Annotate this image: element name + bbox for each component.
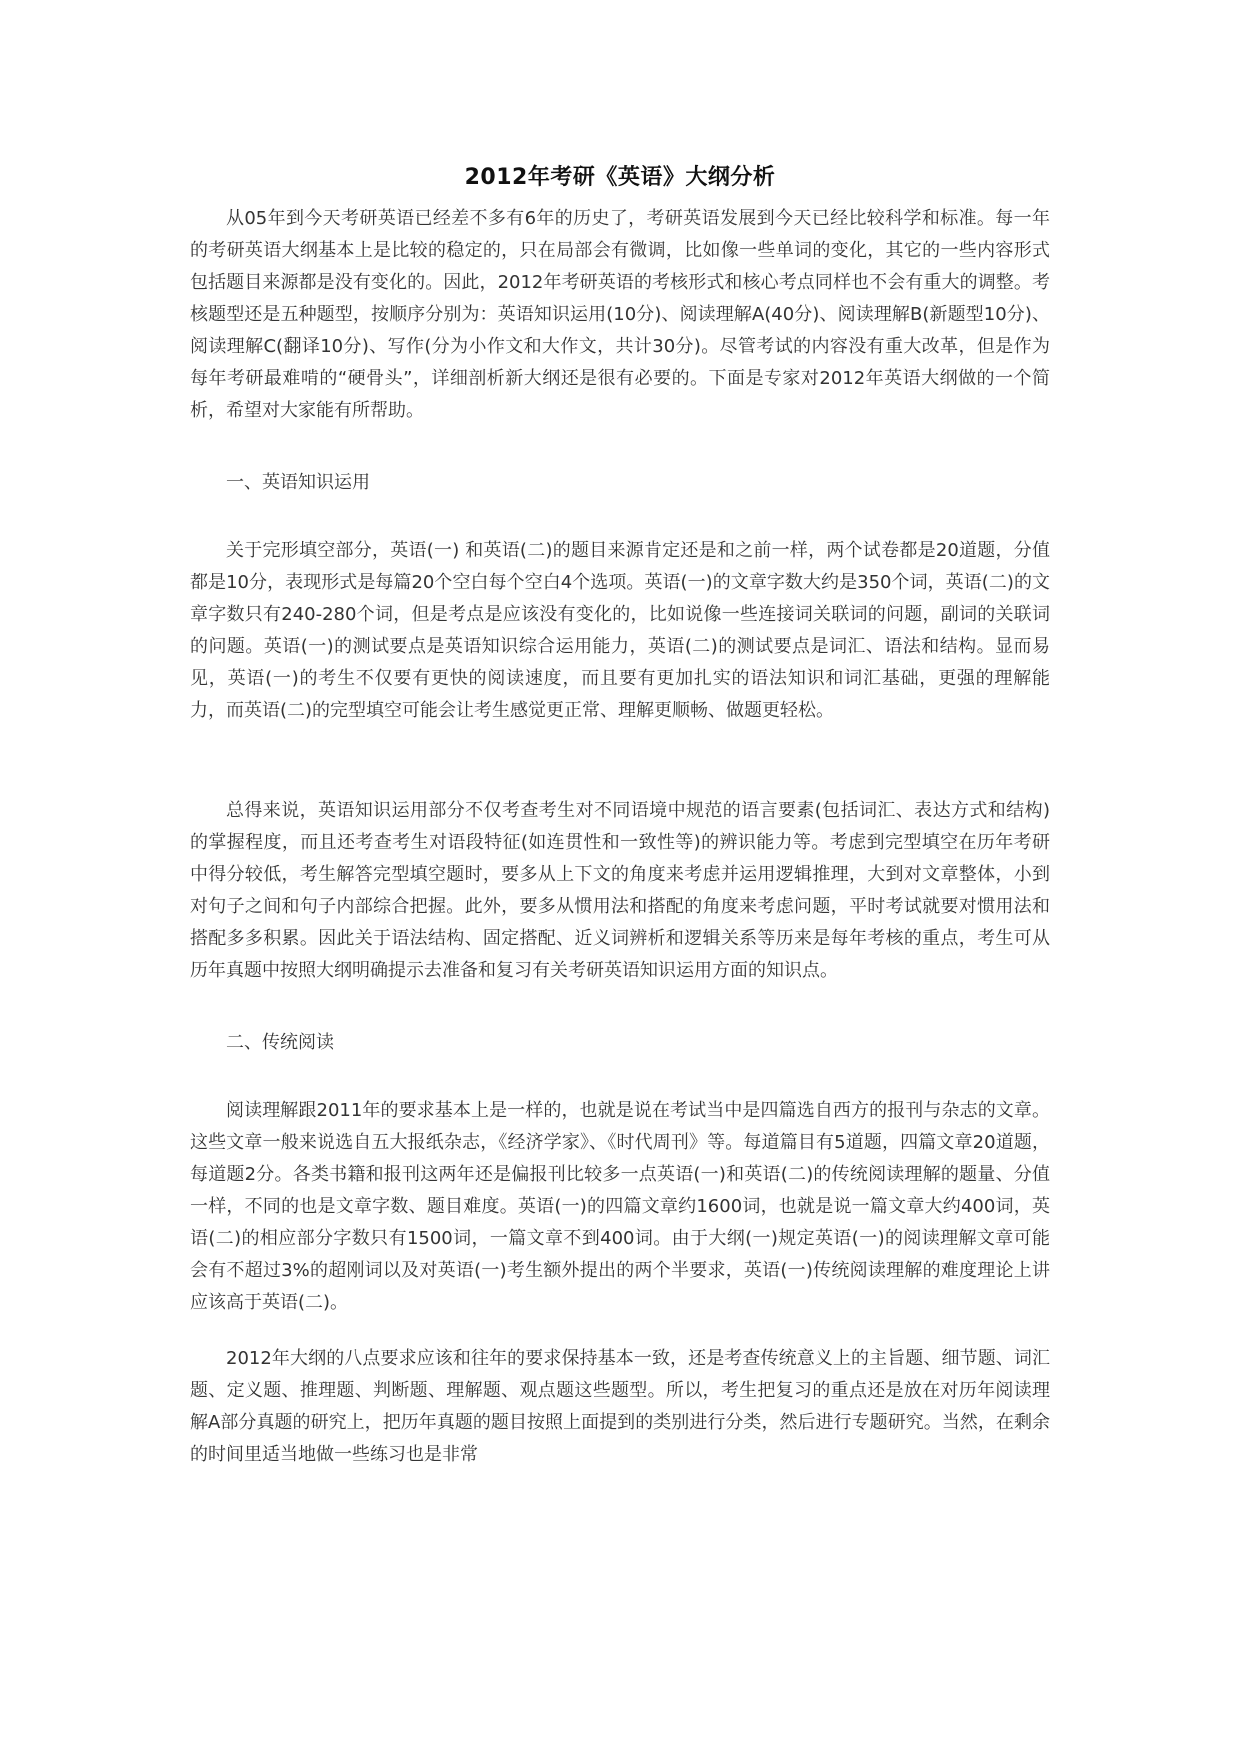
intro-paragraph: 从05年到今天考研英语已经差不多有6年的历史了，考研英语发展到今天已经比较科学和标准。每一年的考研英语大纲基本上是比较的稳定的，只在局部会有微调，比如像一些单词的变化，其它的一些内容形式包括题目来源都是没有变化的。因此，2012年考研英语的考核形式和核心考点同样也不会有重大的调整。考核题型还是五种题型，按顺序分别为：英语知识运用(10分)、阅读理解A(40分)、阅读理解B(新题型10分)、阅读理解C(翻译10分)、写作(分为小作文和大作文，共计30分)。尽管考试的内容没有重大改革，但是作为每年考研最难啃的“硬骨头”，详细剖析新大纲还是很有必要的。下面是专家对2012年英语大纲做的一个简析，希望对大家能有所帮助。 bbox=[190, 208, 1050, 421]
spacer bbox=[190, 1319, 1050, 1343]
document-page bbox=[190, 160, 1050, 1471]
section2-paragraph-1: 阅读理解跟2011年的要求基本上是一样的，也就是说在考试当中是四篇选自西方的报刊与杂志的文章。这些文章一般来说选自五大报纸杂志，《经济学家》、《时代周刊》等。每道篇目有5道题，四篇文章20道题，每道题2分。各类书籍和报刊这两年还是偏报刊比较多一点英语(一)和英语(二)的传统阅读理解的题量、分值一样，不同的也是文章字数、题目难度。英语(一)的四篇文章约1600词，也就是说一篇文章大约400词，英语(二)的相应部分字数只有1500词，一篇文章不到400词。由于大纲(一)规定英语(一)的阅读理解文章可能会有不超过3%的超刚词以及对英语(一)考生额外提出的两个半要求，英语(一)传统阅读理解的难度理论上讲应该高于英语(二)。 bbox=[190, 1100, 1050, 1313]
section2-paragraph-2: 2012年大纲的八点要求应该和往年的要求保持基本一致，还是考查传统意义上的主旨题、细节题、词汇题、定义题、推理题、判断题、理解题、观点题这些题型。所以，考生把复习的重点还是放在对历年阅读理解A部分真题的研究上，把历年真题的题目按照上面提到的类别进行分类，然后进行专题研究。当然，在剩余的时间里适当地做一些练习也是非常 bbox=[190, 1348, 1050, 1465]
spacer bbox=[190, 427, 1050, 467]
section1-paragraph-1: 关于完形填空部分，英语(一) 和英语(二)的题目来源肯定还是和之前一样，两个试卷都是20道题，分值都是10分，表现形式是每篇20个空白每个空白4个选项。英语(一)的文章字数大约是350个词，英语(二)的文章字数只有240-280个词，但是考点是应该没有变化的，比如说像一些连接词关联词的问题，副词的关联词的问题。英语(一)的测试要点是英语知识综合运用能力，英语(二)的测试要点是词汇、语法和结构。显而易见，英语(一)的考生不仅要有更快的阅读速度，而且要有更加扎实的语法知识和词汇基础，更强的理解能力，而英语(二)的完型填空可能会让考生感觉更正常、理解更顺畅、做题更轻松。 bbox=[190, 540, 1050, 721]
section1-paragraph-2: 总得来说，英语知识运用部分不仅考查考生对不同语境中规范的语言要素(包括词汇、表达方式和结构)的掌握程度，而且还考查考生对语段特征(如连贯性和一致性等)的辨识能力等。考虑到完型填空在历年考研中得分较低，考生解答完型填空题时，要多从上下文的角度来考虑并运用逻辑推理，大到对文章整体，小到对句子之间和句子内部综合把握。此外，要多从惯用法和搭配的角度来考虑问题，平时考试就要对惯用法和搭配多多积累。因此关于语法结构、固定搭配、近义词辨析和逻辑关系等历来是每年考核的重点，考生可从历年真题中按照大纲明确提示去准备和复习有关考研英语知识运用方面的知识点。 bbox=[190, 800, 1050, 981]
spacer bbox=[190, 727, 1050, 795]
section-heading-knowledge: 一、英语知识运用 bbox=[226, 472, 370, 493]
section-heading-reading: 二、传统阅读 bbox=[226, 1032, 334, 1053]
spacer bbox=[190, 499, 1050, 535]
spacer bbox=[190, 987, 1050, 1027]
spacer bbox=[190, 1059, 1050, 1095]
document-title: 2012年考研《英语》大纲分析 bbox=[464, 165, 776, 190]
